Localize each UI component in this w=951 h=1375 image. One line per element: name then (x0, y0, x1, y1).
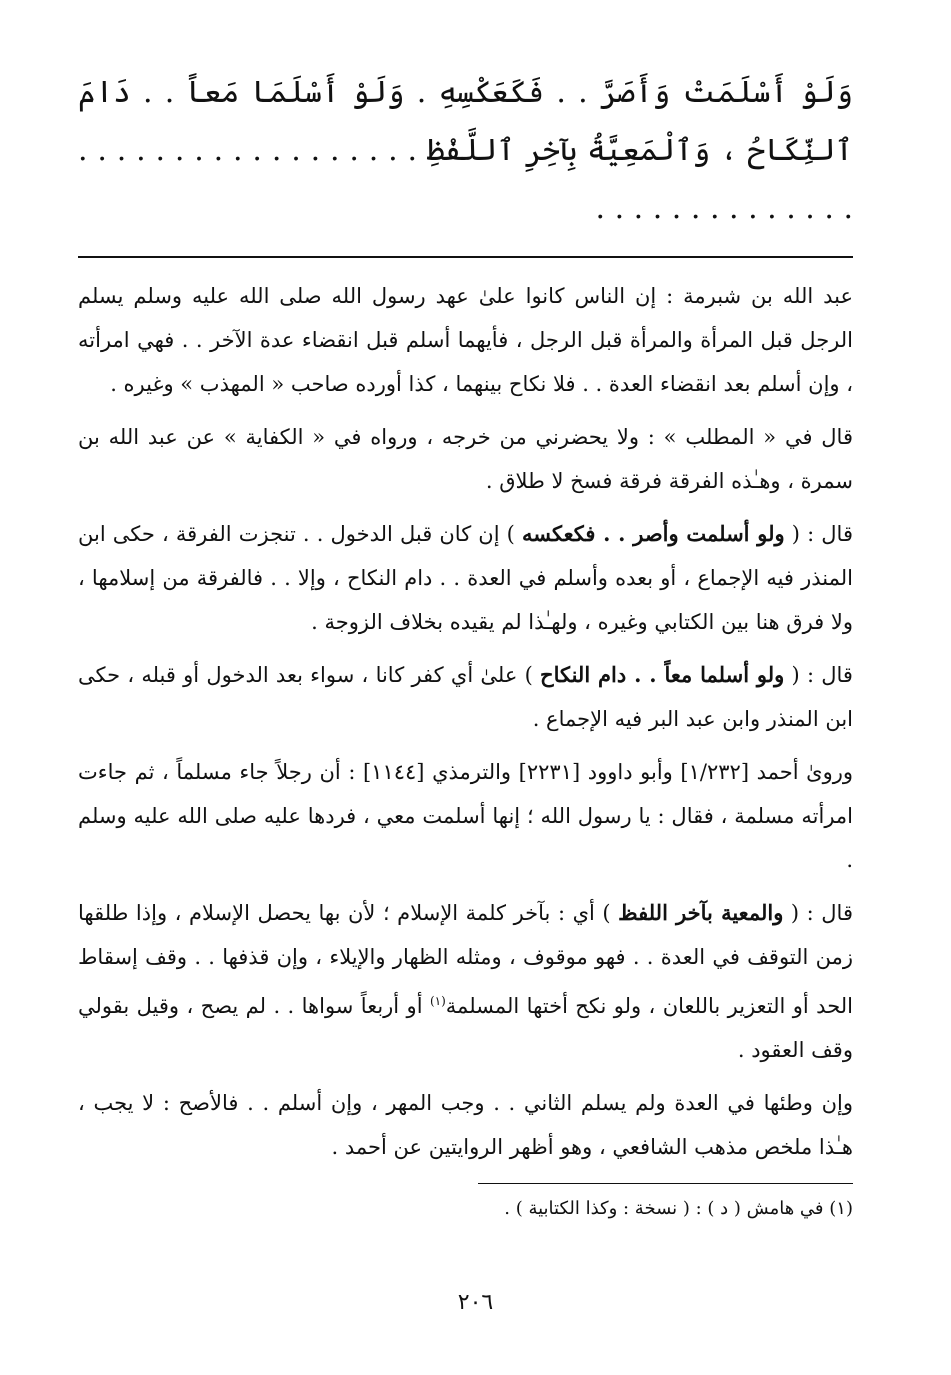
quoted-matn: والمعية بآخر اللفظ (618, 900, 784, 925)
footnote (78, 1194, 853, 1224)
footnote-separator (478, 1183, 853, 1184)
paragraph-4: قال : ( ولو أسلما معاً . . دام النكاح ) علىٰ أي كفر كانا ، سواء بعد الدخول أو قبله ، حكى ابن المنذر وابن عبد البر فيه الإجماع . (78, 662, 853, 731)
paragraph-3: قال : ( ولو أسلمت وأصر . . فكعكسه ) إن كان قبل الدخول . . تنجزت الفرقة ، حكى ابن المنذر فيه الإجماع ، أو بعده وأسلم في العدة . . دام النكاح ، وإلا . . فالفرقة من إسلامها ، ولا فرق هنا بين الكتابي وغيره ، ولهـٰذا لم يقيده بخلاف الزوجة . (78, 521, 853, 634)
commentary (78, 274, 853, 1169)
paragraph-7: وإن وطئها في العدة ولم يسلم الثاني . . وجب المهر ، وإن أسلم . . فالأصح : لا يجب ، هـٰذا ملخص مذهب الشافعي ، وهو أظهر الروايتين عن أحمد . (78, 1091, 853, 1159)
page-number: ٢٠٦ (457, 1290, 494, 1315)
footnote-marker: (١) (829, 1198, 853, 1219)
matn-separator (78, 256, 853, 258)
paragraph-1: عبد الله بن شبرمة : إن الناس كانوا علىٰ عهد رسول الله صلى الله عليه وسلم يسلم الرجل قبل المرأة والمرأة قبل الرجل ، فأيهما أسلم قبل انقضاء عدة الآخر . . فهي امرأته ، وإن أسلم بعد انقضاء العدة . . فلا نكاح بينهما ، كذا أورده صاحب « المهذب » وغيره . (78, 284, 853, 396)
matn-text (78, 64, 853, 238)
page-body (78, 64, 853, 1224)
paragraph-2: قال في « المطلب » : ولا يحضرني من خرجه ، ورواه في « الكفاية » عن عبد الله بن سمرة ، وهـٰذه الفرقة فرقة فسخ لا طلاق . (78, 425, 853, 493)
matn-dots: . . . . . . . . . . . . . . . . . . . . . . . . . . . . . . . . (78, 133, 853, 226)
footnote-ref: (١) (429, 994, 446, 1008)
paragraph-6: قال : ( والمعية بآخر اللفظ ) أي : بآخر كلمة الإسلام ؛ لأن بها يحصل الإسلام ، وإذا طلقها زمن التوقف في العدة . . فهو موقوف ، ومثله الظهار والإيلاء ، وإن قذفها . . وقف إسقاط الحد أو التعزير باللعان ، ولو نكح أختها المسلمة$^{(١)}$ أو أربعاً سواها . . لم يصح ، وقيل بقولي وقف العقود . (78, 900, 853, 1062)
quoted-matn: ولو أسلما معاً . . دام النكاح (540, 662, 785, 687)
paragraph-5: وروىٰ أحمد [١/٢٣٢] وأبو داوود [٢٢٣١] والترمذي [١١٤٤] : أن رجلاً جاء مسلماً ، ثم جاءت امرأته مسلمة ، فقال : يا رسول الله ؛ إنها أسلمت معي ، فردها عليه صلى الله عليه وسلم . (78, 760, 854, 872)
footnote-text: في هامش ( د ) : ( نسخة : وكذا الكتابية ) . (504, 1198, 824, 1219)
quoted-matn: ولو أسلمت وأصر . . فكعكسه (522, 521, 785, 546)
matn-line: وَلَوْ أَسْلَمَتْ وَأَصَرَّ . . فَكَعَكْسِهِ . وَلَوْ أَسْلَمَا مَعاً . . دَامَ ٱلنِّكَاحُ ، وَٱلْمَعِيَّةُ بِآخِرِ ٱللَّفْظِ (78, 75, 853, 168)
